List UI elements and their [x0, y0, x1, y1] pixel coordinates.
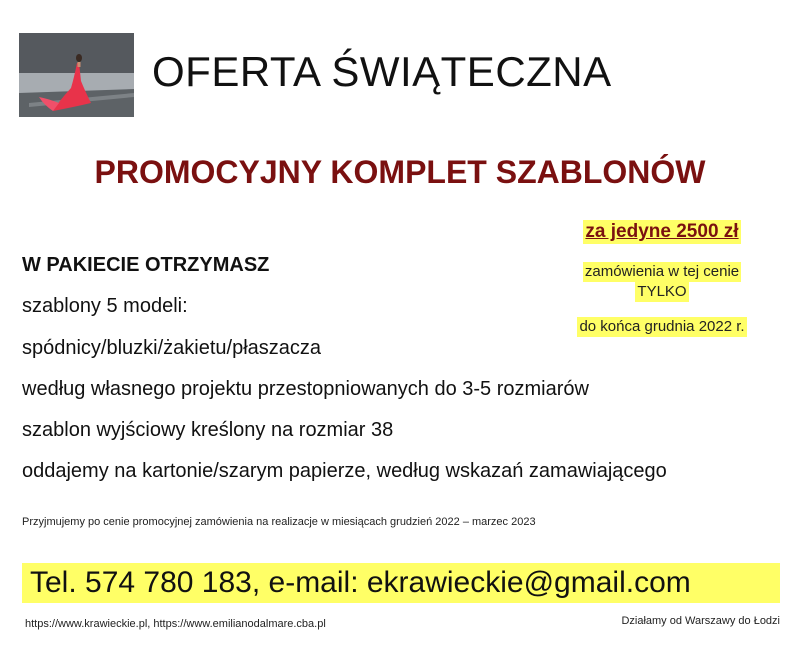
package-item: oddajemy na kartonie/szarym papierze, według wskazań zamawiającego: [22, 460, 667, 482]
fine-print: Przyjmujemy po cenie promocyjnej zamówienia na realizacje w miesiącach grudzień 2022 – marzec 2023: [22, 516, 536, 528]
deadline-box: [552, 317, 772, 337]
page-title: OFERTA ŚWIĄTECZNA: [152, 48, 612, 95]
service-area: Działamy od Warszawy do Łodzi: [621, 615, 780, 627]
price-condition: [552, 262, 772, 302]
package-item: szablon wyjściowy kreślony na rozmiar 38: [22, 419, 394, 441]
price-box: [552, 220, 772, 244]
price-condition-line1: zamówienia w tej cenie: [584, 263, 740, 280]
package-item: spódnicy/bluzki/żakietu/płaszacza: [22, 337, 322, 359]
package-item: według własnego projektu przestopniowanych do 3-5 rozmiarów: [22, 378, 589, 400]
package-item: szablony 5 modeli:: [22, 295, 188, 317]
woman-in-red-dress-photo: [19, 33, 134, 117]
header-photo: [19, 33, 134, 117]
price-condition-line2: TYLKO: [637, 283, 687, 300]
contact-banner: Tel. 574 780 183, e-mail: ekrawieckie@gmail.com: [22, 563, 780, 603]
website-links: https://www.krawieckie.pl, https://www.emilianodalmare.cba.pl: [25, 618, 326, 630]
package-heading: W PAKIECIE OTRZYMASZ: [22, 254, 270, 276]
promo-subtitle: PROMOCYJNY KOMPLET SZABLONÓW: [94, 154, 706, 190]
price-label: za jedyne 2500 zł: [585, 221, 739, 242]
deadline-label: do końca grudnia 2022 r.: [579, 318, 745, 335]
